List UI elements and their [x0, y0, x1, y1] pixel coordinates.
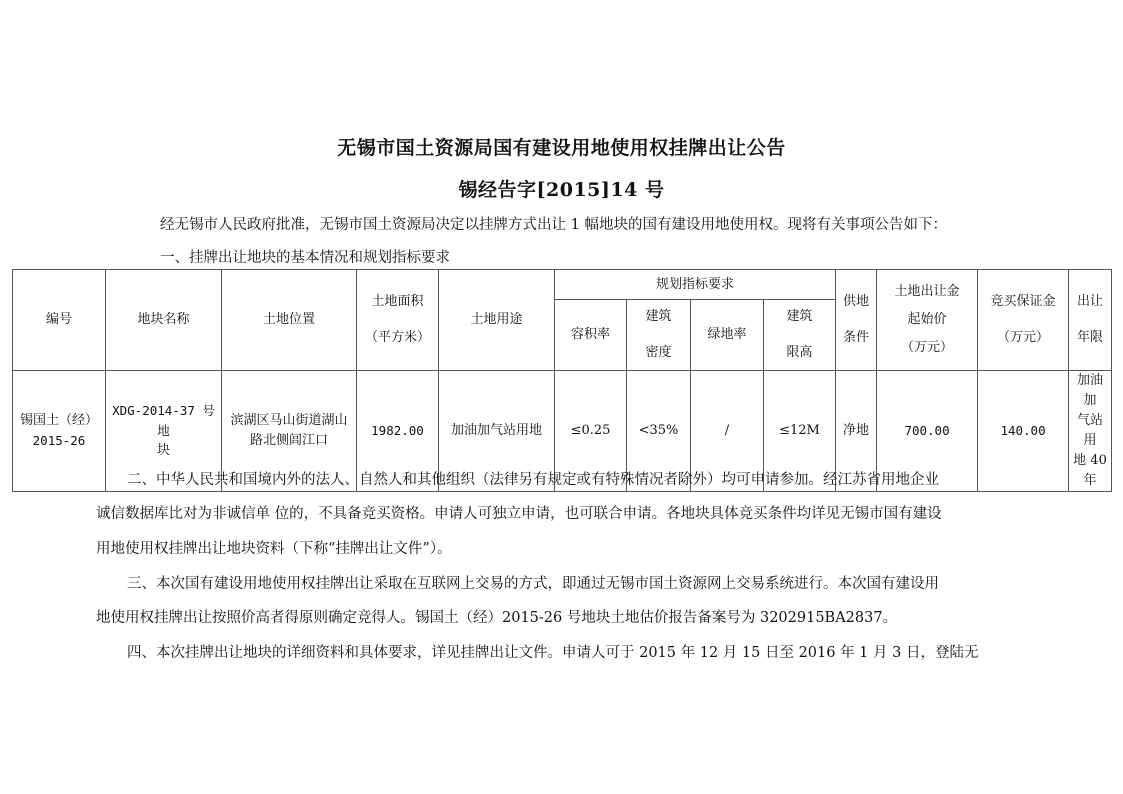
- header-planning-group: 规划指标要求: [555, 270, 836, 300]
- para3-line1: 三、本次国有建设用地使用权挂牌出让采取在互联网上交易的方式，即通过无锡市国土资源网上交易系统进行。本次国有建设用: [127, 576, 939, 592]
- header-supply: [836, 270, 877, 371]
- parcel-table: [12, 269, 1112, 492]
- header-supply-line1: 供地: [843, 294, 870, 309]
- header-area-line1: 土地面积: [371, 294, 424, 309]
- header-location: 土地位置: [222, 270, 357, 371]
- cell-location-line2: 路北侧闾江口: [249, 433, 328, 448]
- header-deposit: [978, 270, 1069, 371]
- header-area-line2: （平方米）: [364, 330, 430, 345]
- header-height-line1: 建筑: [786, 309, 813, 324]
- para2-line1: 二、中华人民共和国境内外的法人、自然人和其他组织（法律另有规定或有特殊情况者除外）均可申请参加。经江苏省用地企业: [127, 472, 939, 488]
- header-term-line2: 年限: [1077, 330, 1104, 345]
- header-density-line2: 密度: [645, 345, 672, 360]
- header-price-line2: 起始价: [907, 312, 947, 327]
- header-number: 编号: [13, 270, 106, 371]
- cell-area: 1982.00: [357, 371, 439, 492]
- cell-green-ratio: /: [691, 371, 764, 492]
- cell-term-line2: 气站用: [1077, 413, 1104, 448]
- header-height: [764, 300, 836, 371]
- para2-line3: 用地使用权挂牌出让地块资料（下称“挂牌出让文件”）。: [96, 541, 452, 557]
- header-term-line1: 出让: [1077, 294, 1104, 309]
- cell-term-line4: 年: [1083, 473, 1097, 488]
- header-price-line1: 土地出让金: [894, 284, 960, 299]
- document-number: 锡经告字[2015]14 号: [458, 179, 665, 201]
- header-deposit-line1: 竞买保证金: [990, 294, 1056, 309]
- cell-term-line3: 地 40: [1073, 453, 1107, 468]
- header-price-line3: （万元）: [901, 340, 954, 355]
- header-parcel-name: 地块名称: [106, 270, 222, 371]
- para4-line1: 四、本次挂牌出让地块的详细资料和具体要求，详见挂牌出让文件。申请人可于 2015 年 12 月 15 日至 2016 年 1 月 3 日，登陆无: [127, 645, 979, 661]
- para3-line2: 地使用权挂牌出让按照价高者得原则确定竞得人。锡国土（经）2015-26 号地块土地估价报告备案号为 3202915BA2837。: [96, 610, 898, 626]
- cell-number-line1: 锡国土（经）: [19, 413, 98, 428]
- table-header-row: [13, 270, 1112, 300]
- cell-term-line1: 加油加: [1077, 373, 1104, 408]
- header-density: [627, 300, 691, 371]
- header-density-line1: 建筑: [645, 309, 672, 324]
- intro-paragraph: 经无锡市人民政府批准，无锡市国土资源局决定以挂牌方式出让 1 幅地块的国有建设用地使用权。现将有关事项公告如下：: [160, 217, 947, 233]
- cell-location-line1: 滨湖区马山街道湖山: [230, 413, 348, 428]
- cell-term: [1069, 371, 1112, 492]
- cell-number: [13, 371, 106, 492]
- header-deposit-line2: （万元）: [997, 330, 1050, 345]
- cell-density: <35%: [627, 371, 691, 492]
- document-title: 无锡市国土资源局国有建设用地使用权挂牌出让公告: [337, 137, 786, 159]
- header-height-line2: 限高: [786, 345, 813, 360]
- header-price: [877, 270, 978, 371]
- cell-price: 700.00: [877, 371, 978, 492]
- cell-number-line2: 2015-26: [32, 433, 86, 448]
- cell-parcel-name-line1: XDG-2014-37 号地: [112, 403, 215, 438]
- cell-plot-ratio: ≤0.25: [555, 371, 627, 492]
- header-plot-ratio: 容积率: [555, 300, 627, 371]
- para2-line2: 诚信数据库比对为非诚信单 位的，不具备竞买资格。申请人可独立申请，也可联合申请。各地块具体竞买条件均详见无锡市国有建设: [96, 506, 942, 522]
- header-term: [1069, 270, 1112, 371]
- header-area: [357, 270, 439, 371]
- cell-parcel-name-line2: 块: [156, 443, 170, 458]
- header-green-ratio: 绿地率: [691, 300, 764, 371]
- section1-heading: 一、挂牌出让地块的基本情况和规划指标要求: [160, 250, 450, 266]
- cell-deposit: 140.00: [978, 371, 1069, 492]
- cell-height: ≤12M: [764, 371, 836, 492]
- cell-use: 加油加气站用地: [439, 371, 555, 492]
- header-supply-line2: 条件: [843, 330, 870, 345]
- header-use: 土地用途: [439, 270, 555, 371]
- cell-supply: 净地: [836, 371, 877, 492]
